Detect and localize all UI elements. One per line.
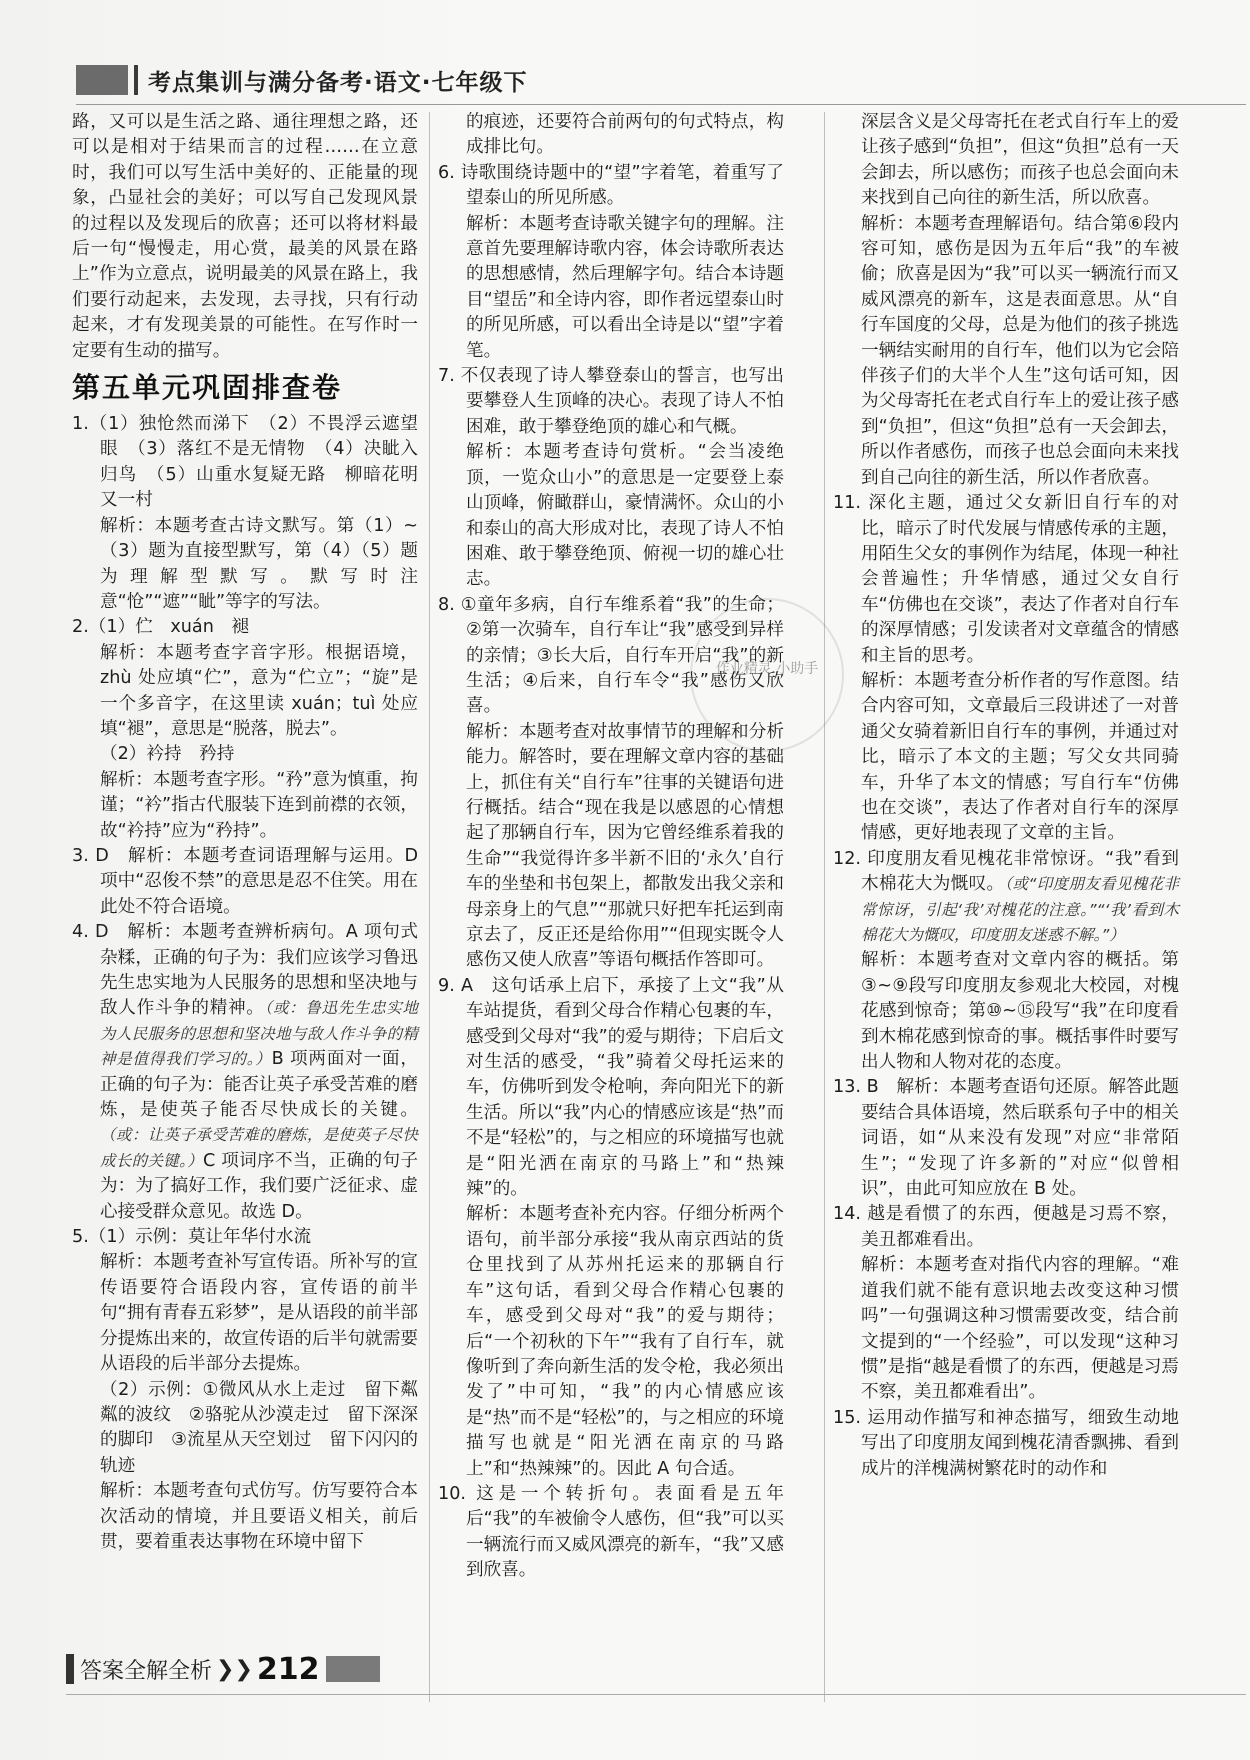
footer-block xyxy=(326,1656,380,1682)
answer-item: 8. ①童年多病，自行车维系着“我”的生命；②第一次骑车，自行车让“我”感受到异样的亲情；③长大后，自行车开启“我”的新生活；④后来，自行车令“我”感伤又欣喜。 xyxy=(438,594,784,717)
answer-text: 12. 印度朋友看见槐花非常惊讶。“我”看到木棉花大为慨叹。 xyxy=(833,848,1179,895)
answer-analysis: 解析：本题考查理解语句。结合第⑥段内容可知，感伤是因为五年后“我”的车被偷；欣喜是因为“我”可以买一辆流行而又威风漂亮的新车，这是表面意思。从“自行车国度的父母，总是为他们的孩子挑选一辆结实耐用的自行车，他们以为它会陪伴孩子们的大半个人生”这句话可知，因为父母寄托在老式自行车上的爱让孩子感到“负担”，但这“负担”总有一天会卸去，所以作者感伤，而孩子也总会面向未来找到自己向往的新生活，所以作者欣喜。 xyxy=(861,213,1179,488)
answer-text: B 项两面对一面，正确的句子为：能否让英子承受苦难的磨炼，是使英子能否尽快成长的关键。 xyxy=(100,1049,418,1121)
answer-item: 6. 诗歌围绕诗题中的“望”字着笔，着重写了望泰山的所见所感。 xyxy=(438,162,784,209)
paragraph: 深层含义是父母寄托在老式自行车上的爱让孩子感到“负担”，但这“负担”总有一天会卸去，所以感伤；而孩子也总会面向未来找到自己向往的新生活，所以欣喜。 xyxy=(861,112,1179,209)
column-left xyxy=(72,110,418,1555)
header-title: 考点集训与满分备考·语文·七年级下 xyxy=(148,69,528,96)
page-header xyxy=(76,62,527,98)
answer-item: 3. D 解析：本题考查词语理解与运用。D 项中“忍俊不禁”的意思是忍不住笑。用在此处不符合语境。 xyxy=(72,845,418,917)
answer-analysis: 解析：本题考查句式仿写。仿写要符合本次活动的情境，并且要语义相关，前后贯，要着重表达事物在环境中留下 xyxy=(100,1481,418,1552)
answer-item: 2.（1）伫 xuán 褪 xyxy=(72,617,250,638)
answer-item: （2）衿持 矜持 xyxy=(100,744,235,765)
footer-bar xyxy=(66,1654,74,1684)
answer-item: 5.（1）示例：莫让年华付水流 xyxy=(72,1227,312,1248)
answer-analysis: 解析：本题考查补充内容。仔细分析两个语句，前半部分承接“我从南京西站的货仓里找到了从苏州托运来的那辆自行车”这句话，看到父母合作精心包裹的车，感受到父母对“我”的爱与期待；后“一个初秋的下午”“我有了自行车，就像听到了奔向新生活的发令枪，我必须出发了”中可知，“我”的内心情感应该是“热”而不是“轻松”的，与之相应的环境描写也就是“阳光洒在南京的马路上”和“热辣辣”的。因此 A 句合适。 xyxy=(466,1204,784,1479)
answer-analysis: 解析：本题考查古诗文默写。第（1）~（3）题为直接型默写，第（4）（5）题为理解型默写。默写时注意“怆”“遮”“眦”等字的写法。 xyxy=(100,515,418,612)
section-title: 第五单元巩固排查卷 xyxy=(72,371,343,405)
column-right xyxy=(833,110,1179,1482)
footer-label: 答案全解全析 xyxy=(80,1658,213,1684)
answer-item: 13. B 解析：本题考查语句还原。解答此题要结合具体语境，然后联系句子中的相关词语，如“从来没有发现”对应“非常陌生”；“发现了许多新的”对应“似曾相识”，由此可知应放在 B 处。 xyxy=(833,1077,1179,1200)
answer-item: 7. 不仅表现了诗人攀登泰山的誓言，也写出要攀登人生顶峰的决心。表现了诗人不怕困难，敢于攀登绝顶的雄心和气概。 xyxy=(438,366,784,437)
answer-item: （2）示例：①微风从水上走过 留下粼粼的波纹 ②骆驼从沙漠走过 留下深深的脚印 ③流星从天空划过 留下闪闪的轨迹 xyxy=(100,1379,418,1476)
answer-analysis: 解析：本题考查字音字形。根据语境，zhù 处应填“伫”，意为“伫立”；“旋”是一个多音字，在这里读 xuán；tuì 处应填“褪”，意思是“脱落，脱去”。 xyxy=(100,642,418,739)
answer-analysis: 解析：本题考查分析作者的写作意图。结合内容可知，文章最后三段讲述了一对普通父女骑着新旧自行车的事例，并通过对比，暗示了本文的主题；写父女共同骑车，升华了本文的情感；写自行车“仿佛也在交谈”，表达了作者对自行车的深厚情感，更好地表现了文章的主旨。 xyxy=(861,670,1179,844)
answer-item: 9. A 这句话承上启下，承接了上文“我”从车站提货，看到父母合作精心包裹的车，感受到父母对“我”的爱与期待；下启后文对生活的感受，“我”骑着父母托运来的车，仿佛听到发令枪响，奔向阳光下的新生活。所以“我”内心的情感应该是“热”而不是“轻松”的，与之相应的环境描写也就是“阳光洒在南京的马路上”和“热辣辣”的。 xyxy=(438,975,784,1200)
column-divider xyxy=(429,112,430,1702)
answer-analysis: 解析：本题考查字形。“矜”意为慎重，拘谨；“衿”指古代服装下连到前襟的衣领，故“衿持”应为“矜持”。 xyxy=(100,769,418,841)
answer-text: 4. D 解析：本题考查辨析病句。A 项句式杂糅，正确的句子为：我们应该学习鲁迅先生忠实地为人民服务的思想和坚决地与敌人作斗争的精神。 xyxy=(72,922,418,1019)
answer-analysis: 解析：本题考查对故事情节的理解和分析能力。解答时，要在理解文章内容的基础上，抓住有关“自行车”往事的关键语句进行概括。结合“现在我是以感恩的心情想起了那辆自行车，因为它曾经维系着我的生命”“我觉得许多半新不旧的‘永久’自行车的坐垫和书包架上，都散发出我父亲和母亲身上的气息”“那就只好把车托运到南京去了，反正还是给你用”“但现实既令人感伤又使人欣喜”等语句概括作答即可。 xyxy=(466,721,784,971)
header-block xyxy=(76,65,128,95)
answer-item: 11. 深化主题，通过父女新旧自行车的对比，暗示了时代发展与情感传承的主题，用陌生父女的事例作为结尾，体现一种社会普遍性；升华情感，通过父女自行车“仿佛也在交谈”，表达了作者对自行车的深厚情感；引发读者对文章蕴含的情感和主旨的思考。 xyxy=(833,493,1179,666)
header-rule xyxy=(76,104,1246,105)
paragraph: 路，又可以是生活之路、通往理想之路，还可以是相对于结果而言的过程……在立意时，我们可以写生活中美好的、正能量的现象，凸显社会的美好；可以写自己发现风景的过程以及发现后的欣喜；还可以将材料最后一句“慢慢走，用心赏，最美的风景在路上”作为立意点，说明最美的风景在路上，我们要行动起来，去发现，去寻找，只有行动起来，才有发现美景的可能性。在写作时一定要有生动的描写。 xyxy=(72,112,418,361)
answer-item: 14. 越是看惯了的东西，便越是习焉不察，美丑都难看出。 xyxy=(833,1204,1179,1250)
stamp-text: 作业精灵 小助手 xyxy=(715,661,819,677)
answer-item: 10. 这是一个转折句。表面看是五年后“我”的车被偷令人感伤，但“我”可以买一辆流行而又威风漂亮的新车，“我”又感到欣喜。 xyxy=(438,1483,784,1581)
footer-rule xyxy=(66,1694,1246,1695)
answer-analysis: 解析：本题考查对文章内容的概括。第③~⑨段写印度朋友参观北大校园，对槐花感到惊奇；第⑩~⑮段写“我”在印度看到木棉花感到惊奇的事。概括事件时要写出人物和人物对花的态度。 xyxy=(861,950,1179,1073)
column-middle xyxy=(438,110,784,1584)
column-divider xyxy=(824,112,825,1702)
answer-item: 1.（1）独怆然而涕下 （2）不畏浮云遮望眼 （3）落红不是无情物 （4）决眦入归鸟 （5）山重水复疑无路 柳暗花明又一村 xyxy=(72,414,418,511)
paragraph: 的痕迹，还要符合前两句的句式特点，构成排比句。 xyxy=(466,112,784,158)
page-number: 212 xyxy=(256,1651,320,1687)
answer-item xyxy=(72,920,418,1225)
answer-note: （或：鲁迅先生忠实地为人民服务的思想和坚决地与敌人作斗争的精神是值得我们学习的。） xyxy=(100,999,418,1069)
page-footer xyxy=(66,1652,380,1686)
answer-analysis: 解析：本题考查诗歌关键字句的理解。注意首先要理解诗歌内容，体会诗歌所表达的思想感情，然后理解字句。结合本诗题目“望岳”和全诗内容，即作者远望泰山时的所见所感，可以看出全诗是以“望”字着笔。 xyxy=(466,213,784,361)
answer-note: （或：让英子承受苦难的磨炼，是使英子尽快成长的关键。） xyxy=(100,1126,418,1170)
answer-analysis: 解析：本题考查对指代内容的理解。“难道我们就不能有意识地去改变这种习惯吗”一句强调这种习惯需要改变，结合前文提到的“一个经验”，可以发现“这种习惯”是指“越是看惯了的东西，便越是习焉不察，美丑都难看出”。 xyxy=(861,1255,1179,1403)
header-separator xyxy=(134,65,138,95)
chevron-right-icon: ❯❯ xyxy=(216,1656,253,1682)
answer-note: （或“印度朋友看见槐花非常惊讶，引起‘我’对槐花的注意。”“‘我’看到木棉花大为慨叹，印度朋友迷惑不解。”） xyxy=(861,875,1179,944)
answer-text: C 项词序不当，正确的句子为：为了搞好工作，我们要广泛征求、虚心接受群众意见。故选 D。 xyxy=(100,1150,418,1222)
answer-item xyxy=(833,847,1179,949)
answer-analysis: 解析：本题考查诗句赏析。“会当凌绝顶，一览众山小”的意思是一定要登上泰山顶峰，俯瞰群山，豪情满怀。众山的小和泰山的高大形成对比，表现了诗人不怕困难、敢于攀登绝顶、俯视一切的雄心壮志。 xyxy=(466,442,784,590)
answer-analysis: 解析：本题考查补写宣传语。所补写的宣传语要符合语段内容，宣传语的前半句“拥有青春五彩梦”，是从语段的前半部分提炼出来的，故宣传语的后半句就需要从语段的后半部分去提炼。 xyxy=(100,1252,418,1375)
answer-item: 15. 运用动作描写和神态描写，细致生动地写出了印度朋友闻到槐花清香飘拂、看到成片的洋槐满树繁花时的动作和 xyxy=(833,1407,1179,1479)
